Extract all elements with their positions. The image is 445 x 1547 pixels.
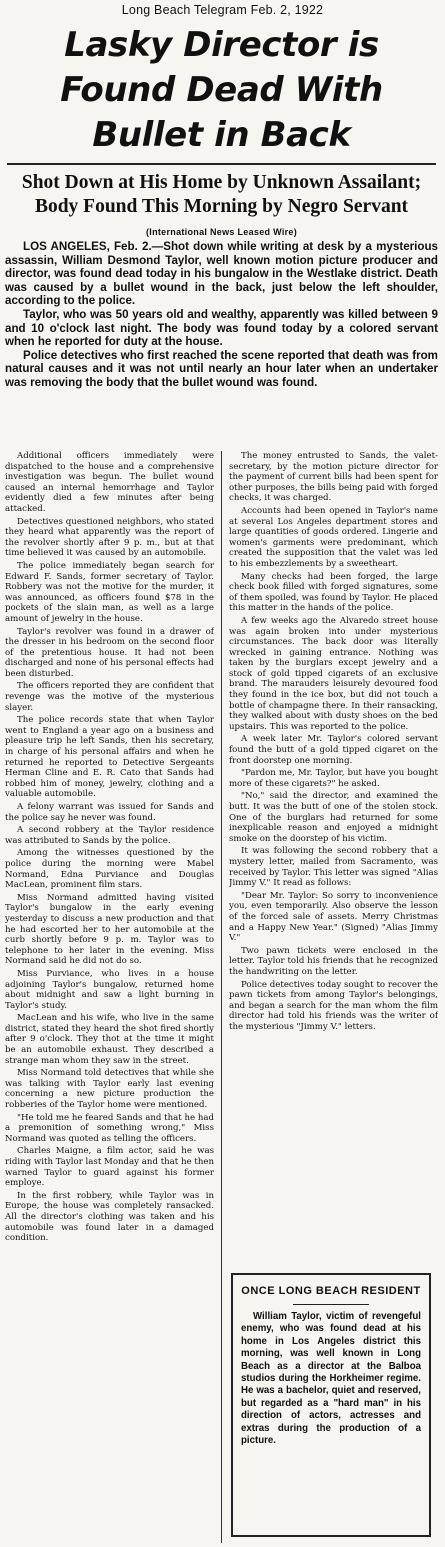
lead-paragraph-3: Police detectives who first reached the scene reported that death was from natural causes and it was not until nearly an hour later when an undertaker was removing the body that the bullet wound was found. [5,348,438,389]
body-paragraph: Taylor's revolver was found in a drawer of the dresser in his bedroom on the second floor of the pretentious house. It had not been discharged and none of his personal effects had been disturbed. [5,626,214,679]
left-column [5,451,214,1543]
dateline: LOS ANGELES, Feb. 2. [23,240,152,253]
body-paragraph: The officers reported they are confident that revenge was the motive of the mysterious slayer. [5,681,214,713]
body-paragraph: The police records state that when Taylor went to England a year ago on a business and pleasure trip he left Sands, then his secretary, in charge of his personal affairs and when he returned he reported to Detective Sergeants Herman Cline and E. R. Cato that Sands had robbed him of money, jewelry, clothing and a valuable automobile. [5,715,214,800]
body-paragraph: Miss Normand told detectives that while she was talking with Taylor early last evening concerning a new picture production the robberies of the Taylor home were mentioned. [5,1068,214,1111]
body-paragraph: Miss Purviance, who lives in a house adjoining Taylor's bungalow, returned home about midnight and saw a light burning in Taylor's study. [5,968,214,1011]
body-paragraph: Miss Normand admitted having visited Taylor's bungalow in the early evening yesterday to discuss a new production and that he had escorted her to her automobile at the curb shortly before 9 p. m. Taylor was to telephone to her later in the evening. Miss Normand said he did not do so. [5,892,214,967]
source-line: Long Beach Telegram Feb. 2, 1922 [121,3,324,17]
body-columns [3,451,440,1543]
body-paragraph: In the first robbery, while Taylor was in Europe, the house was completely ransacked. All the director's clothing was taken and his automobile was found later in a damaged condition. [5,1190,214,1244]
body-paragraph: Two pawn tickets were enclosed in the letter. Taylor told his friends that he recognized the handwriting on the letter. [229,945,438,977]
body-paragraph: A few weeks ago the Alvaredo street house was again broken into under mysterious circumstances. The back door was literally wrecked in gaining entrance. Nothing was taken by the burglars except jewelry and a stock of gold tipped cigarets of an exclusive brand. The marauders leisurely devoured food they found in the ice box, but did not touch a bottle of champagne there. In their ransacking, they walked about with dusty shoes on the bed upstairs. This was reported to the police. [229,615,438,732]
body-paragraph: MacLean and his wife, who live in the same district, stated they heard the shot fired shortly after 9 o'clock. They thot at the time it might be an automobile exhaust. They described a strange man whom they saw in the street. [5,1013,214,1066]
body-paragraph: The police immediately began search for Edward F. Sands, former secretary of Taylor. Robbery was not the motive for the murder, it was announced, as officers found $78 in the pockets of the slain man, as well as a large amount of jewelry in the house. [5,560,214,624]
body-paragraph: Charles Maigne, a film actor, said he was riding with Taylor last Monday and that he then warned Taylor to guard against his former employe. [5,1146,214,1189]
headline-line-1: Lasky Director is [64,25,379,65]
column-divider [221,451,222,1543]
lead-paragraphs [5,240,438,390]
body-paragraph: "Dear Mr. Taylor: So sorry to inconvenience you, even temporarily. Also observe the lesson of the forced sale of assets. Merry Christmas and a Happy New Year." (Signed) "Alias Jimmy V." [229,890,438,944]
headline-line-3: Bullet in Back [92,115,351,155]
wire-credit: (International News Leased Wire) [145,227,298,237]
lead-paragraph-2: Taylor, who was 50 years old and wealthy, apparently was killed between 9 and 10 o'clock last night. The body was found today by a colored servant when he reported for duty at the house. [5,307,438,349]
lead-paragraph-1-text: —Shot down while writing at desk by a mysterious assassin, William Desmond Taylor, well known motion picture producer and director, was found dead today in his bungalow in the Westlake district. Death was caused by a bullet wound in the back, just below the left shoulder, according to the police. [5,240,438,308]
body-paragraph: Many checks had been forged, the large check book filled with forged signatures, some of them spoiled, was found by Taylor. He placed this matter in the hands of the police. [229,571,438,614]
body-paragraph: Among the witnesses questioned by the police during the morning were Mabel Normand, Edna Purviance and Douglas MacLean, prominent film stars. [5,848,214,891]
body-paragraph: Accounts had been opened in Taylor's name at several Los Angeles department stores and large quantities of goods ordered. Lingerie and women's garments were predominant, which created the supposition that the valet was led to his embezzlements by a sweetheart. [229,505,438,569]
body-paragraph: "He told me he feared Sands and that he had a premonition of something wrong," Miss Normand was quoted as telling the officers. [5,1112,214,1144]
body-paragraph: A felony warrant was issued for Sands and the police say he never was found. [5,802,214,823]
body-paragraph: A week later Mr. Taylor's colored servant found the butt of a gold tipped cigaret on the front doorstep one morning. [229,734,438,766]
sidebar-box [231,1273,431,1537]
body-paragraph: The money entrusted to Sands, the valet-secretary, by the motion picture director for the payment of current bills had been spent for other purposes, the bills being paid with forged checks, it was charged. [229,451,438,504]
body-paragraph: It was following the second robbery that a mystery letter, mailed from Sacramento, was received by Taylor. This letter was signed "Alias Jimmy V." It read as follows: [229,846,438,889]
headline-divider [7,163,436,165]
sidebar-box-divider [293,1304,369,1305]
lead-paragraph-1 [5,240,438,308]
body-paragraph: Detectives questioned neighbors, who stated they heard what apparently was the report of the revolver shortly after 9 p. m., but at that time believed it was caused by an automobile. [5,516,214,559]
body-paragraph: "Pardon me, Mr. Taylor, but have you bought more of these cigarets?" he asked. [229,768,438,789]
newspaper-clipping [3,19,440,1543]
body-paragraph: Police detectives today sought to recover the pawn tickets from among Taylor's belongings, and began a search for the man whom the film director had told his friends was the writer of the mysterious "Jimmy V." letters. [229,979,438,1032]
body-paragraph: "No," said the director, and examined the butt. It was the butt of one of the stolen stock. One of the burglars had returned for some inexplicable reason and enjoyed a midnight smoke on the doorstep of his victim. [229,791,438,844]
sidebar-box-title: ONCE LONG BEACH RESIDENT [241,1285,421,1297]
subheadline: Shot Down at His Home by Unknown Assailant; Body Found This Morning by Negro Servant [21,172,422,217]
sidebar-box-text: William Taylor, victim of revengeful enemy, who was found dead at his home in Los Angeles district this morning, was well known in Long Beach as a director at the Balboa studios during the Horkheimer regime. He was a bachelor, quiet and reserved, but regarded as a "hard man" in his direction of actors, actresses and extras during the production of a picture. [241,1311,421,1447]
headline-line-2: Found Dead With [60,70,383,110]
body-paragraph: Additional officers immediately were dispatched to the house and a comprehensive investigation was begun. The bullet wound caused an internal hemorrhage and Taylor evidently died a few minutes after being attacked. [5,451,214,514]
body-paragraph: A second robbery at the Taylor residence was attributed to Sands by the police. [5,825,214,846]
headline [3,19,440,158]
